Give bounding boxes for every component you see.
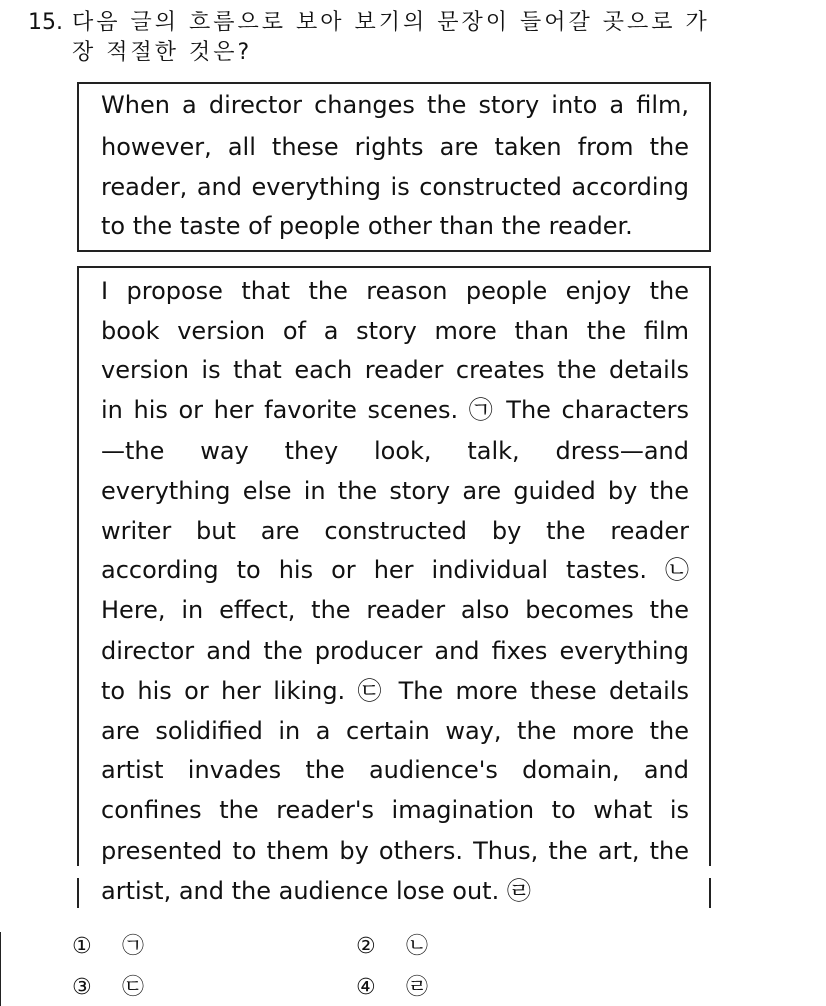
- option-2[interactable]: [356, 932, 428, 962]
- question-number: 15.: [28, 10, 63, 35]
- option-3-number: ③: [72, 975, 92, 1000]
- passage-right-edge: [709, 878, 711, 908]
- option-1-label: ㉠: [122, 934, 145, 959]
- option-2-number: ②: [356, 934, 376, 959]
- passage-line: writer but are constructed by the reader: [101, 517, 689, 545]
- given-sentence-box: [77, 82, 711, 252]
- option-3[interactable]: [72, 973, 144, 1003]
- passage-line: artist invades the audience's domain, and: [101, 756, 689, 784]
- passage-line: version is that each reader creates the details: [101, 356, 689, 384]
- passage-line: presented to them by others. Thus, the art, the: [101, 837, 689, 865]
- option-2-label: ㉡: [406, 934, 429, 959]
- passage-line: book version of a story more than the film: [101, 317, 689, 345]
- given-sentence-line: When a director changes the story into a film,: [101, 91, 689, 119]
- passage-line: I propose that the reason people enjoy the: [101, 277, 689, 305]
- passage-left-edge: [77, 878, 79, 908]
- option-4[interactable]: [356, 973, 428, 1003]
- passage-line: —the way they look, talk, dress—and: [101, 437, 689, 465]
- given-sentence-line: however, all these rights are taken from the: [101, 133, 689, 161]
- question-text-line-2: 장 적절한 것은?: [72, 40, 253, 65]
- passage-line: everything else in the story are guided by the: [101, 477, 689, 505]
- option-1[interactable]: [72, 932, 144, 962]
- option-4-label: ㉣: [406, 975, 429, 1000]
- given-sentence-line: to the taste of people other than the reader.: [101, 212, 633, 240]
- passage-box: [77, 266, 711, 866]
- passage-last-line: artist, and the audience lose out. ㉣: [101, 877, 531, 905]
- passage-line: director and the producer and fixes everything: [101, 637, 689, 665]
- passage-line: are solidified in a certain way, the more the: [101, 717, 689, 745]
- passage-line: in his or her favorite scenes. ㉠ The characters: [101, 396, 689, 424]
- page-margin-line: [0, 932, 1, 1006]
- passage-line: to his or her liking. ㉢ The more these details: [101, 677, 689, 705]
- given-sentence-line: reader, and everything is constructed according: [101, 173, 689, 201]
- option-1-number: ①: [72, 934, 92, 959]
- question-text: [72, 8, 772, 68]
- option-3-label: ㉢: [122, 975, 145, 1000]
- option-4-number: ④: [356, 975, 376, 1000]
- question-text-line-1: 다음 글의 흐름으로 보아 보기의 문장이 들어갈 곳으로 가: [72, 10, 710, 35]
- passage-line: Here, in effect, the reader also becomes the: [101, 596, 689, 624]
- passage-line: according to his or her individual tastes. ㉡: [101, 556, 689, 584]
- passage-line: confines the reader's imagination to what is: [101, 796, 689, 824]
